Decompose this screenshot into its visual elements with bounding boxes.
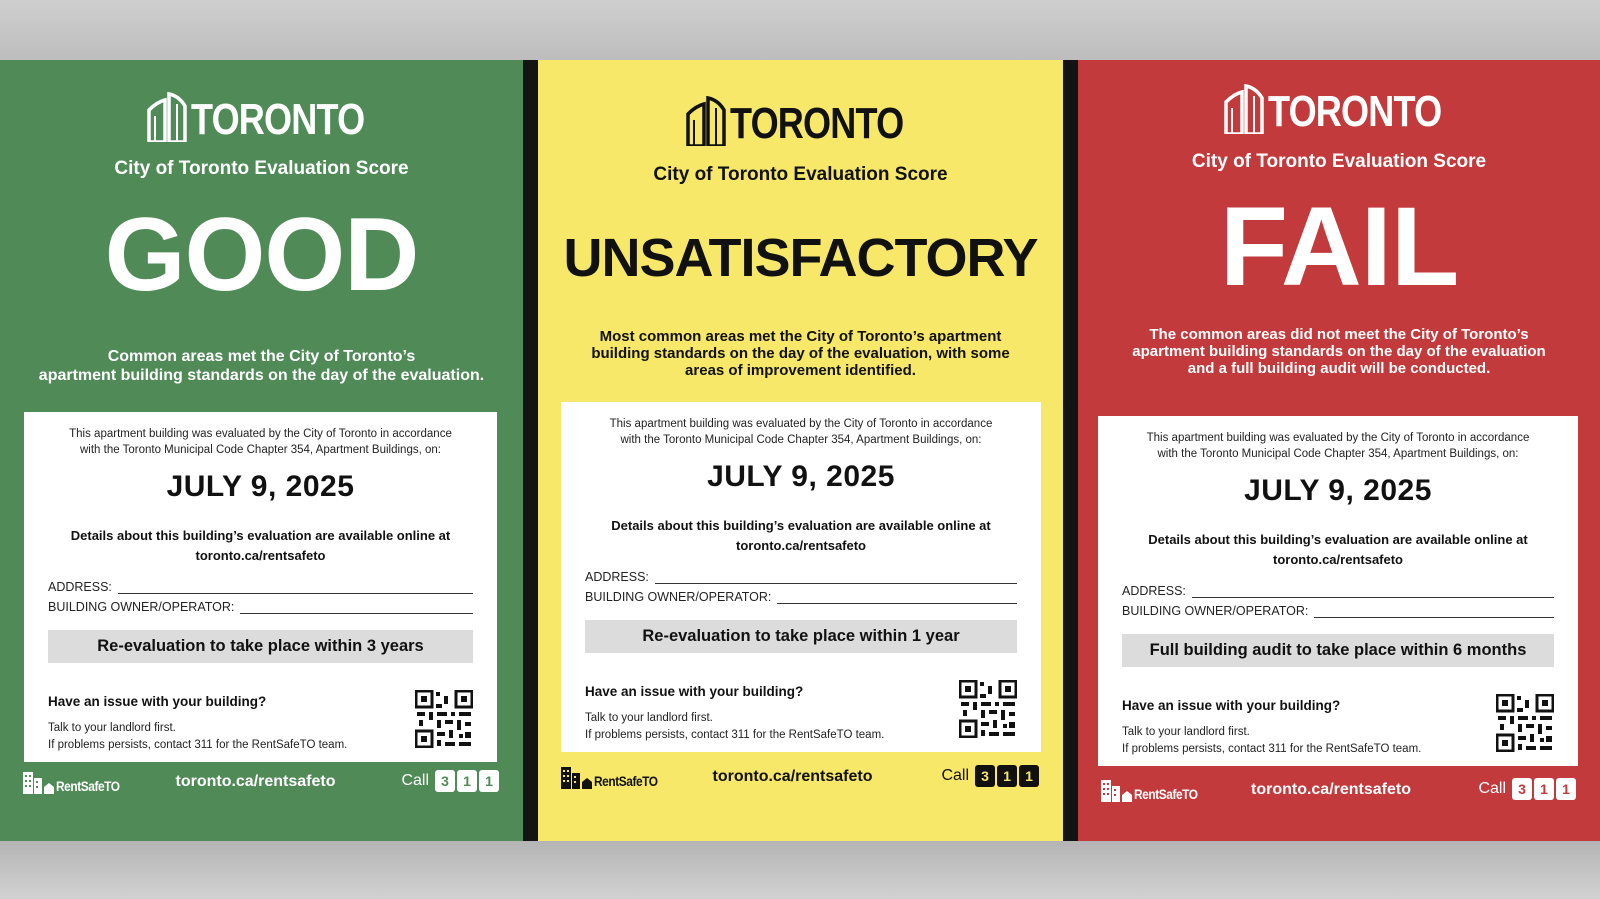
evaluation-title: City of Toronto Evaluation Score [653, 164, 948, 185]
qr-code-icon [415, 690, 473, 748]
address-label: ADDRESS: [585, 570, 649, 584]
evaluation-card [1098, 416, 1578, 766]
city-hall-icon [1224, 84, 1264, 134]
rating-description [10, 347, 513, 385]
city-hall-icon [147, 92, 187, 142]
intro-line: with the Toronto Municipal Code Chapter 354, Apartment Buildings, on: [620, 434, 982, 446]
address-label: ADDRESS: [1122, 584, 1186, 598]
description-line: The common areas did not meet the City of Toronto’s [1149, 326, 1529, 343]
details-url: toronto.ca/rentsafeto [735, 538, 866, 553]
call-digit: 1 [457, 770, 477, 792]
details-line: Details about this building’s evaluation are available online at [70, 528, 451, 543]
call-label: Call [401, 772, 429, 789]
issue-line: Talk to your landlord first. [48, 722, 176, 734]
call-digit: 3 [975, 765, 995, 787]
issue-line: Talk to your landlord first. [1122, 726, 1250, 738]
address-field [48, 580, 473, 594]
sign-footer [1078, 776, 1600, 806]
description-line: apartment building standards on the day of the evaluation. [38, 367, 485, 384]
owner-field [1122, 604, 1554, 618]
rentsafeto-logo-text: RentSafeTO [594, 773, 658, 789]
owner-field [48, 600, 473, 614]
owner-line [1314, 605, 1554, 618]
sign-footer [538, 763, 1063, 793]
call-digit: 3 [1512, 778, 1532, 800]
evaluation-title: City of Toronto Evaluation Score [1191, 151, 1487, 172]
owner-label: BUILDING OWNER/OPERATOR: [585, 590, 772, 604]
rating-label: GOOD [104, 197, 419, 313]
call-311 [1478, 778, 1576, 800]
evaluation-intro [1112, 430, 1564, 462]
rating-description [1088, 326, 1590, 377]
address-line [1192, 585, 1554, 598]
call-digits [435, 770, 499, 792]
evaluation-card [561, 402, 1041, 752]
toronto-logo [538, 96, 1063, 146]
call-digit: 1 [997, 765, 1017, 787]
sign-footer [0, 768, 523, 798]
address-line [655, 571, 1017, 584]
description-line: and a full building audit will be conducted. [1187, 360, 1491, 377]
footer-url: toronto.ca/rentsafeto [175, 773, 336, 790]
issue-text [585, 710, 884, 744]
call-digit: 1 [1534, 778, 1554, 800]
description-line: Most common areas met the City of Toronto’s apartment [599, 328, 1002, 345]
evaluation-intro [38, 426, 483, 458]
panel-divider [523, 60, 538, 841]
description-line: areas of improvement identified. [685, 362, 916, 379]
call-311 [941, 765, 1039, 787]
owner-label: BUILDING OWNER/OPERATOR: [48, 600, 235, 614]
rating-label: UNSATISFACTORY [563, 228, 1038, 288]
action-banner: Full building audit to take place within 6 months [1122, 634, 1554, 667]
intro-line: with the Toronto Municipal Code Chapter 354, Apartment Buildings, on: [1157, 448, 1519, 460]
background-bottom [0, 841, 1600, 899]
call-digit: 1 [479, 770, 499, 792]
logo-text: TORONTO [190, 95, 365, 144]
evaluation-card [24, 412, 497, 762]
rentsafeto-logo-text: RentSafeTO [56, 778, 120, 794]
issue-line: If problems persists, contact 311 for the RentSafeTO team. [1122, 743, 1422, 755]
action-banner: Re-evaluation to take place within 1 year [585, 620, 1017, 653]
description-line: Common areas met the City of Toronto’s [107, 348, 416, 365]
intro-line: This apartment building was evaluated by the City of Toronto in accordance [69, 428, 452, 440]
details-line: Details about this building’s evaluation are available online at [1148, 532, 1528, 547]
address-line [118, 581, 473, 594]
details-text [38, 526, 483, 566]
call-digit: 3 [435, 770, 455, 792]
owner-line [240, 601, 473, 614]
owner-label: BUILDING OWNER/OPERATOR: [1122, 604, 1309, 618]
action-banner: Re-evaluation to take place within 3 years [48, 630, 473, 663]
owner-line [777, 591, 1017, 604]
footer-url: toronto.ca/rentsafeto [1250, 781, 1411, 798]
evaluation-title: City of Toronto Evaluation Score [114, 158, 409, 179]
owner-field [585, 590, 1017, 604]
rentsafeto-logo-text: RentSafeTO [1134, 786, 1198, 802]
logo-text: TORONTO [729, 99, 904, 148]
details-text [575, 516, 1027, 556]
address-label: ADDRESS: [48, 580, 112, 594]
rating-label: FAIL [1219, 184, 1459, 309]
toronto-logo [1078, 84, 1600, 134]
details-url: toronto.ca/rentsafeto [1272, 552, 1403, 567]
rating-description [548, 328, 1053, 379]
evaluation-date: JULY 9, 2025 [707, 460, 895, 493]
issue-line: If problems persists, contact 311 for the RentSafeTO team. [48, 739, 348, 751]
issue-text [48, 720, 347, 754]
issue-heading: Have an issue with your building? [1122, 698, 1341, 713]
evaluation-date: JULY 9, 2025 [1244, 474, 1432, 507]
background-top [0, 0, 1600, 60]
sign-good [0, 60, 523, 841]
sign-unsatisfactory [538, 60, 1063, 841]
toronto-logo [0, 92, 523, 142]
call-digit: 1 [1019, 765, 1039, 787]
call-digits [1512, 778, 1576, 800]
qr-code-icon [959, 680, 1017, 738]
city-hall-icon [686, 96, 726, 146]
issue-text [1122, 724, 1421, 758]
description-line: apartment building standards on the day of the evaluation [1132, 343, 1546, 360]
issue-heading: Have an issue with your building? [48, 694, 267, 709]
call-label: Call [1478, 780, 1506, 797]
sign-fail [1078, 60, 1600, 841]
issue-line: Talk to your landlord first. [585, 712, 713, 724]
logo-text: TORONTO [1268, 87, 1442, 136]
details-url: toronto.ca/rentsafeto [195, 548, 326, 563]
details-line: Details about this building’s evaluation are available online at [611, 518, 991, 533]
footer-url: toronto.ca/rentsafeto [712, 768, 873, 785]
intro-line: This apartment building was evaluated by the City of Toronto in accordance [1146, 432, 1530, 444]
address-field [585, 570, 1017, 584]
address-field [1122, 584, 1554, 598]
intro-line: This apartment building was evaluated by the City of Toronto in accordance [609, 418, 993, 430]
issue-heading: Have an issue with your building? [585, 684, 804, 699]
panel-divider [1063, 60, 1078, 841]
details-text [1112, 530, 1564, 570]
call-digits [975, 765, 1039, 787]
description-line: building standards on the day of the evaluation, with some [591, 345, 1010, 362]
evaluation-intro [575, 416, 1027, 448]
call-label: Call [941, 767, 969, 784]
intro-line: with the Toronto Municipal Code Chapter 354, Apartment Buildings, on: [80, 444, 441, 456]
issue-line: If problems persists, contact 311 for the RentSafeTO team. [585, 729, 885, 741]
qr-code-icon [1496, 694, 1554, 752]
call-311 [401, 770, 499, 792]
call-digit: 1 [1556, 778, 1576, 800]
evaluation-date: JULY 9, 2025 [166, 470, 355, 503]
